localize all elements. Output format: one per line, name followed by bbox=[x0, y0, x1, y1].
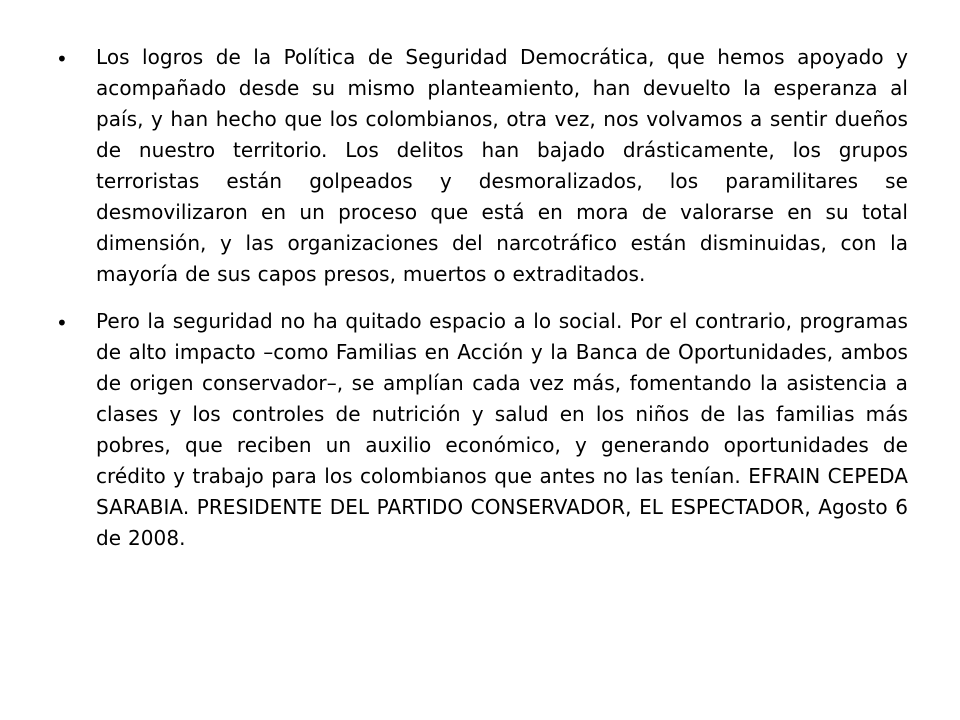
bullet-item-social-programs bbox=[56, 306, 908, 554]
bullet-point-icon: • bbox=[56, 311, 68, 335]
bullet-text-social-programs: Pero la seguridad no ha quitado espacio a lo social. Por el contrario, programas de alto impacto –como Familias en Acción y la Banca de Oportunidades, ambos de origen conservador–, se amplían cada vez más, fomentando la asistencia a clases y los controles de nutrición y salud en los niños de las familias más pobres, que reciben un auxilio económico, y generando oportunidades de crédito y trabajo para los colombianos que antes no las tenían. EFRAIN CEPEDA SARABIA. PRESIDENTE DEL PARTIDO CONSERVADOR, EL ESPECTADOR, Agosto 6 de 2008. bbox=[96, 309, 908, 550]
bullet-item-security-policy bbox=[56, 42, 908, 290]
bullet-point-icon: • bbox=[56, 47, 68, 71]
bullet-list bbox=[56, 42, 908, 570]
bullet-text-security-policy: Los logros de la Política de Seguridad Democrática, que hemos apoyado y acompañado desde su mismo planteamiento, han devuelto la esperanza al país, y han hecho que los colombianos, otra vez, nos volvamos a sentir dueños de nuestro territorio. Los delitos han bajado drásticamente, los grupos terroristas están golpeados y desmoralizados, los paramilitares se desmovilizaron en un proceso que está en mora de valorarse en su total dimensión, y las organizaciones del narcotráfico están disminuidas, con la mayoría de sus capos presos, muertos o extraditados. bbox=[96, 45, 908, 286]
